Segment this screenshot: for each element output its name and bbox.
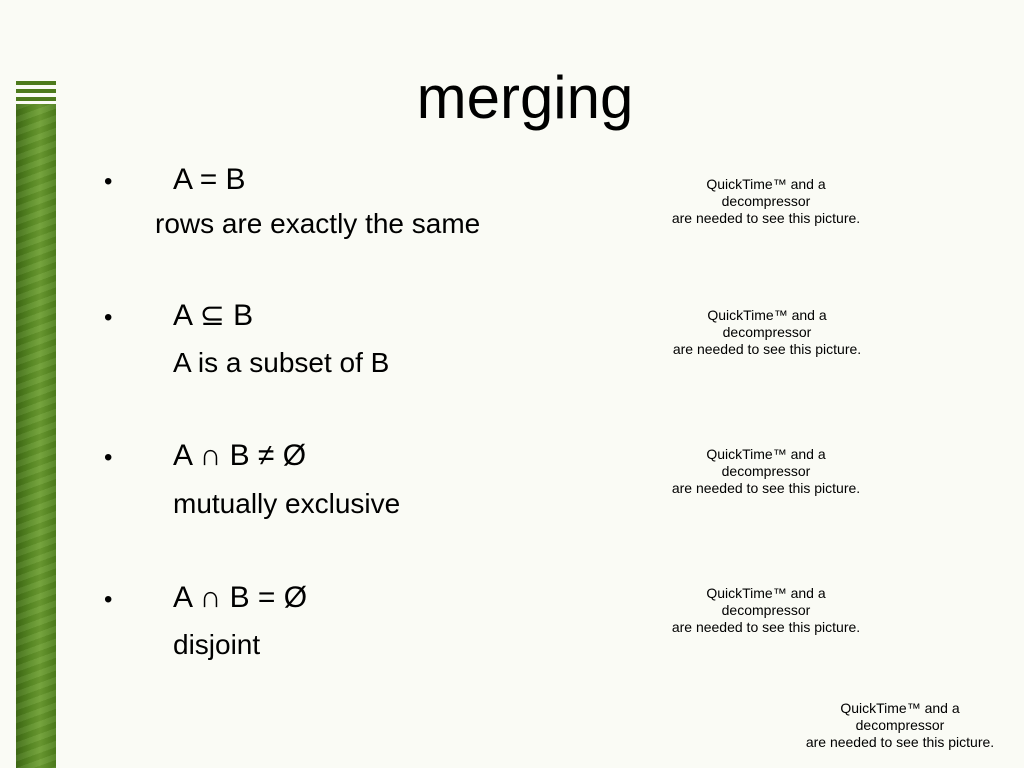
bullet-marker: •	[104, 586, 113, 613]
placeholder-text: are needed to see this picture.	[671, 619, 861, 635]
set-expression: A ⊆ B	[173, 299, 254, 332]
set-expression: A = B	[173, 163, 246, 196]
set-description: rows are exactly the same	[155, 208, 481, 239]
placeholder-text: decompressor	[855, 717, 945, 733]
set-description: A is a subset of B	[173, 347, 390, 378]
set-expression: A ∩ B ≠ Ø	[173, 439, 307, 472]
placeholder-text: are needed to see this picture.	[671, 480, 861, 496]
quicktime-placeholder	[646, 585, 886, 636]
bullet-marker: •	[104, 168, 113, 195]
quicktime-placeholder	[647, 307, 887, 358]
decorative-stripe	[16, 81, 56, 85]
decorative-green-bar	[16, 104, 56, 768]
placeholder-text: QuickTime™ and a	[707, 307, 827, 323]
placeholder-text: decompressor	[721, 602, 811, 618]
placeholder-text: decompressor	[721, 463, 811, 479]
bullet-marker: •	[104, 444, 113, 471]
placeholder-text: decompressor	[722, 324, 812, 340]
placeholder-text: QuickTime™ and a	[706, 176, 826, 192]
placeholder-text: decompressor	[721, 193, 811, 209]
placeholder-text: are needed to see this picture.	[805, 734, 995, 750]
placeholder-text: are needed to see this picture.	[672, 341, 862, 357]
decorative-stripe	[16, 89, 56, 93]
quicktime-placeholder	[780, 700, 1020, 751]
slide-title: merging	[416, 64, 634, 131]
placeholder-text: QuickTime™ and a	[840, 700, 960, 716]
quicktime-placeholder	[646, 176, 886, 227]
placeholder-text: QuickTime™ and a	[706, 446, 826, 462]
set-expression: A ∩ B = Ø	[173, 581, 308, 614]
bullet-marker: •	[104, 304, 113, 331]
set-description: disjoint	[173, 629, 261, 660]
placeholder-text: are needed to see this picture.	[671, 210, 861, 226]
quicktime-placeholder	[646, 446, 886, 497]
decorative-stripe	[16, 97, 56, 101]
set-description: mutually exclusive	[173, 488, 401, 519]
placeholder-text: QuickTime™ and a	[706, 585, 826, 601]
